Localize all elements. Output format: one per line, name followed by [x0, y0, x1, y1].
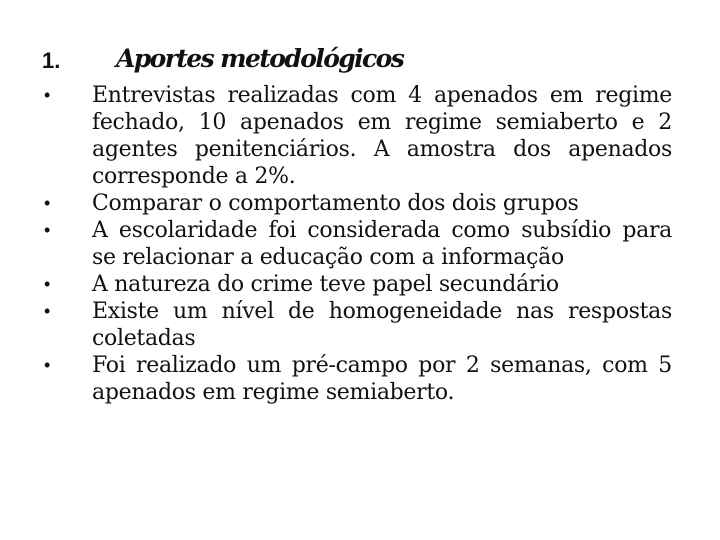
list-item	[42, 82, 672, 190]
bullet-text: Comparar o comportamento dos dois grupos	[92, 191, 579, 216]
list-item	[42, 271, 672, 298]
bullet-icon: •	[44, 193, 51, 213]
list-item	[42, 298, 672, 352]
bullet-text: A natureza do crime teve papel secundário	[92, 272, 559, 297]
heading-title: Aportes metodológicos	[116, 44, 404, 73]
bullet-list	[42, 82, 672, 406]
heading-number: 1.	[42, 48, 61, 73]
bullet-text: A escolaridade foi considerada como subsídio para se relacionar a educação com a informação	[92, 218, 672, 270]
bullet-text: Entrevistas realizadas com 4 apenados em regime fechado, 10 apenados em regime semiaberto e 2 agentes penitenciários. A amostra dos apenados corresponde a 2%.	[92, 83, 672, 189]
heading-row	[42, 42, 682, 82]
list-item	[42, 352, 672, 406]
bullet-text: Existe um nível de homogeneidade nas respostas coletadas	[92, 299, 672, 351]
list-item	[42, 190, 672, 217]
list-item	[42, 217, 672, 271]
bullet-icon: •	[44, 220, 51, 240]
bullet-icon: •	[44, 85, 51, 105]
bullet-icon: •	[44, 274, 51, 294]
bullet-text: Foi realizado um pré-campo por 2 semanas, com 5 apenados em regime semiaberto.	[92, 353, 672, 405]
bullet-icon: •	[44, 301, 51, 321]
bullet-icon: •	[44, 355, 51, 375]
